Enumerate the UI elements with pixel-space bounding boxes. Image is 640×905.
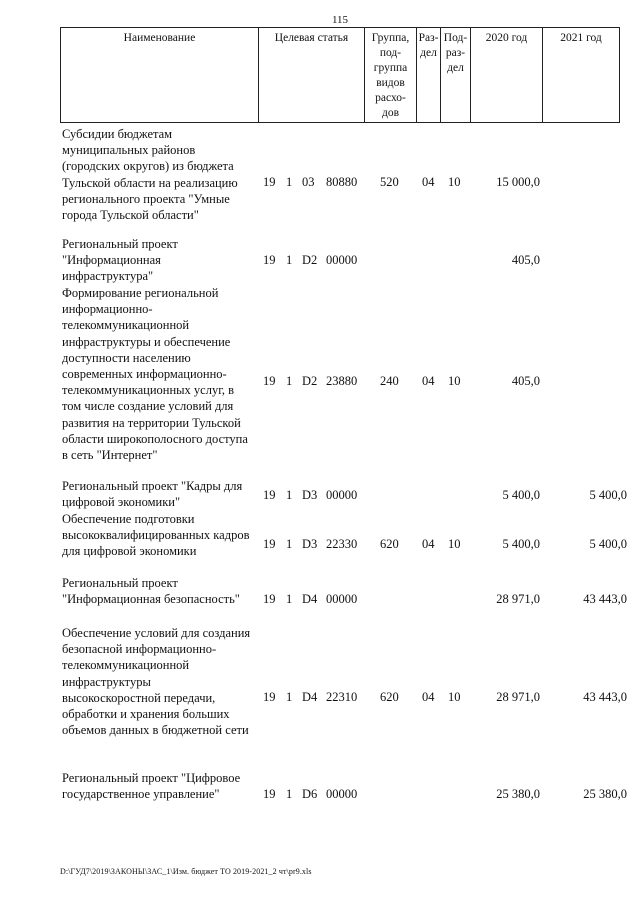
cell-code-3: D2: [302, 374, 318, 388]
table-header: [60, 27, 620, 123]
cell-code-1: 19: [263, 787, 276, 801]
cell-code-3: D4: [302, 592, 318, 606]
cell-2021: 5 400,0: [589, 488, 627, 502]
file-path-footer: D:\ГУД7\2019\ЗАКОНЫ\ЗАС_1\Изм. бюджет ТО 2019-2021_2 чт\pr9.xls: [60, 867, 312, 876]
cell-code-1: 19: [263, 592, 276, 606]
cell-code-2: 1: [286, 374, 293, 388]
cell-code-2: 1: [286, 537, 293, 551]
cell-code-3: D3: [302, 488, 318, 502]
cell-2020: 25 380,0: [496, 787, 540, 801]
cell-code-4: 00000: [326, 787, 358, 801]
cell-2020: 5 400,0: [502, 488, 540, 502]
cell-code-2: 1: [286, 690, 293, 704]
cell-2021: 5 400,0: [589, 537, 627, 551]
page-number: 115: [331, 14, 349, 26]
cell-group: 240: [380, 374, 399, 388]
header-name: Наименование: [60, 28, 258, 122]
cell-code-1: 19: [263, 374, 276, 388]
header-2020: 2020 год: [470, 28, 542, 122]
cell-group: 620: [380, 690, 399, 704]
header-section: Раз- дел: [416, 28, 440, 122]
cell-subsection: 10: [448, 374, 461, 388]
cell-2020: 405,0: [511, 253, 540, 267]
cell-2020: 28 971,0: [496, 690, 540, 704]
cell-code-3: 03: [302, 175, 315, 189]
cell-code-2: 1: [286, 175, 293, 189]
cell-2020: 405,0: [511, 374, 540, 388]
row-name: Обеспечение условий для создания безопасной информационно- телекоммуникационной инфраструктуры высокоскоростной передачи, обработки и хранения больших объемов данных в бюджетной сети: [62, 626, 251, 738]
row-name: Формирование региональной информационно- телекоммуникационной инфраструктуры и обеспечение доступности населению современных информационно- телекоммуникационных услуг, в том числе создание условий для развития на территории Тульской области широкополосного доступа в сеть "Интернет": [62, 286, 248, 463]
cell-code-1: 19: [263, 488, 276, 502]
header-group: Группа, под- группа видов расхо- дов: [364, 28, 416, 122]
cell-code-4: 22310: [326, 690, 358, 704]
cell-code-1: 19: [263, 253, 276, 267]
cell-subsection: 10: [448, 537, 461, 551]
cell-code-4: 80880: [326, 175, 358, 189]
cell-code-4: 00000: [326, 488, 358, 502]
cell-code-4: 22330: [326, 537, 358, 551]
cell-code-2: 1: [286, 787, 293, 801]
cell-subsection: 10: [448, 175, 461, 189]
cell-code-1: 19: [263, 690, 276, 704]
header-target: Целевая статья: [258, 28, 364, 122]
row-name: Региональный проект "Цифровое государственное управление": [62, 771, 241, 802]
cell-code-1: 19: [263, 537, 276, 551]
cell-code-4: 00000: [326, 253, 358, 267]
cell-code-3: D6: [302, 787, 318, 801]
cell-code-4: 00000: [326, 592, 358, 606]
cell-2021: 25 380,0: [583, 787, 627, 801]
cell-code-3: D4: [302, 690, 318, 704]
cell-subsection: 10: [448, 690, 461, 704]
cell-code-3: D3: [302, 537, 318, 551]
cell-2020: 5 400,0: [502, 537, 540, 551]
cell-section: 04: [422, 537, 435, 551]
row-name: Региональный проект "Кадры для цифровой экономики": [62, 479, 243, 510]
cell-section: 04: [422, 690, 435, 704]
cell-code-2: 1: [286, 488, 293, 502]
cell-code-1: 19: [263, 175, 276, 189]
header-subsection: Под- раз- дел: [440, 28, 470, 122]
cell-2021: 43 443,0: [583, 592, 627, 606]
cell-2021: 43 443,0: [583, 690, 627, 704]
row-name: Субсидии бюджетам муниципальных районов (городских округов) из бюджета Тульской области на реализацию регионального проекта "Умные города Тульской области": [62, 127, 238, 223]
cell-code-4: 23880: [326, 374, 358, 388]
cell-group: 520: [380, 175, 399, 189]
row-name: Обеспечение подготовки высококвалифицированных кадров для цифровой экономики: [62, 512, 250, 559]
row-name: Региональный проект "Информационная инфраструктура": [62, 237, 178, 284]
row-name: Региональный проект "Информационная безопасность": [62, 576, 240, 607]
cell-section: 04: [422, 374, 435, 388]
cell-code-3: D2: [302, 253, 318, 267]
cell-group: 620: [380, 537, 399, 551]
header-2021: 2021 год: [542, 28, 620, 122]
cell-code-2: 1: [286, 253, 293, 267]
cell-section: 04: [422, 175, 435, 189]
cell-2020: 28 971,0: [496, 592, 540, 606]
cell-code-2: 1: [286, 592, 293, 606]
cell-2020: 15 000,0: [496, 175, 540, 189]
